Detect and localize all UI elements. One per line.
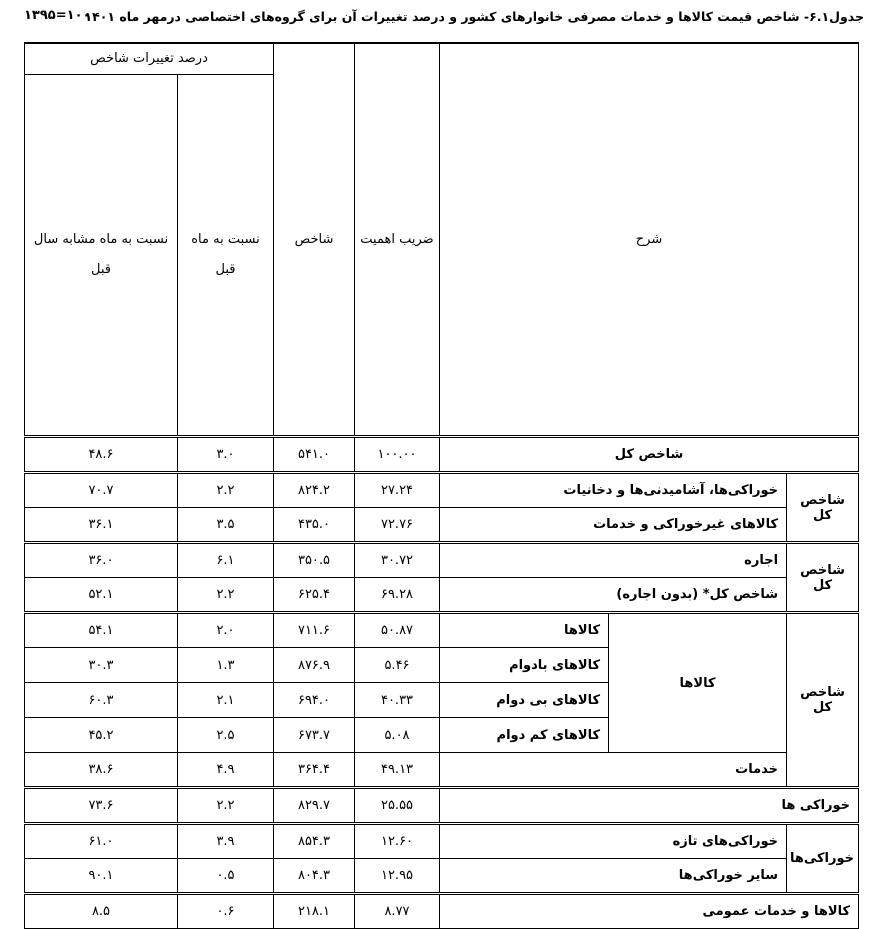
cell-yoy: ۴۵.۲ [25,718,178,753]
row-label: کالاهای غیرخوراکی و خدمات [440,508,787,543]
cell-yoy: ۶۱.۰ [25,824,178,859]
row-label: کالاهای بادوام [440,648,609,683]
col-header-index: شاخص [274,43,355,437]
cell-yoy: ۳۸.۶ [25,753,178,788]
row-label: کالاهای بی دوام [440,683,609,718]
table-row [25,859,859,894]
cell-index: ۴۳۵.۰ [274,508,355,543]
cell-index: ۸۲۴.۲ [274,473,355,508]
cell-weight: ۱۲.۶۰ [355,824,440,859]
cell-index: ۸۰۴.۳ [274,859,355,894]
cell-monthly: ۱.۳ [178,648,274,683]
cell-index: ۸۲۹.۷ [274,788,355,824]
cell-index: ۵۴۱.۰ [274,437,355,473]
col-header-weight: ضریب اهمیت [355,43,440,437]
cell-yoy: ۶۰.۳ [25,683,178,718]
group-label-overall: شاخص کل [787,613,859,788]
row-label: سایر خوراکی‌ها [440,859,787,894]
cell-monthly: ۲.۲ [178,473,274,508]
cell-weight: ۶۹.۲۸ [355,578,440,613]
table-row [25,543,859,578]
header-row-1 [25,43,859,75]
cell-index: ۶۷۳.۷ [274,718,355,753]
cell-monthly: ۶.۱ [178,543,274,578]
cell-weight: ۲۵.۵۵ [355,788,440,824]
cell-weight: ۴۰.۳۳ [355,683,440,718]
row-label: خوراکی‌ها، آشامیدنی‌ها و دخانیات [440,473,787,508]
col-header-description: شرح [440,43,859,437]
row-label: کالاهای کم دوام [440,718,609,753]
table-row [25,824,859,859]
cell-yoy: ۳۶.۱ [25,508,178,543]
row-label: خوراکی‌های تازه [440,824,787,859]
cell-index: ۶۹۴.۰ [274,683,355,718]
cell-monthly: ۳.۵ [178,508,274,543]
table-row [25,473,859,508]
cell-monthly: ۲.۰ [178,613,274,648]
cell-weight: ۵۰.۸۷ [355,613,440,648]
cell-index: ۸۵۴.۳ [274,824,355,859]
cell-monthly: ۳.۹ [178,824,274,859]
row-label: کالاها [440,613,609,648]
cell-index: ۸۷۶.۹ [274,648,355,683]
cell-yoy: ۷۰.۷ [25,473,178,508]
group-label-food: خوراکی‌ها [787,824,859,894]
cell-yoy: ۵۴.۱ [25,613,178,648]
table-row [25,788,859,824]
cell-weight: ۸.۷۷ [355,894,440,929]
col-header-yoy: نسبت به ماه مشابه سال قبل [25,75,178,437]
cell-weight: ۷۲.۷۶ [355,508,440,543]
group-label-goods: کالاها [609,613,787,753]
table-row [25,578,859,613]
cell-monthly: ۰.۵ [178,859,274,894]
table-row [25,753,859,788]
cell-monthly: ۴.۹ [178,753,274,788]
row-label: شاخص کل [440,437,859,473]
cell-weight: ۳۰.۷۲ [355,543,440,578]
cell-yoy: ۸.۵ [25,894,178,929]
cell-weight: ۴۹.۱۳ [355,753,440,788]
cell-monthly: ۲.۱ [178,683,274,718]
cell-weight: ۵.۴۶ [355,648,440,683]
cell-yoy: ۳۰.۳ [25,648,178,683]
table-row [25,894,859,929]
cell-yoy: ۴۸.۶ [25,437,178,473]
cell-weight: ۲۷.۲۴ [355,473,440,508]
cell-index: ۳۵۰.۵ [274,543,355,578]
col-header-change-group: درصد تغییرات شاخص [25,43,274,75]
cell-weight: ۱۲.۹۵ [355,859,440,894]
table-row [25,437,859,473]
cell-monthly: ۳.۰ [178,437,274,473]
cell-yoy: ۵۲.۱ [25,578,178,613]
row-label: اجاره [440,543,787,578]
cell-yoy: ۷۳.۶ [25,788,178,824]
cell-weight: ۱۰۰.۰۰ [355,437,440,473]
row-label: خدمات [440,753,787,788]
table-title: جدول۶.۱- شاخص قیمت کالاها و خدمات مصرفی خانوارهای کشور و درصد تغییرات آن برای گروه‌های اختصاصی درمهر ماه ۱۴۰۱ [84,9,864,24]
cell-monthly: ۲.۲ [178,578,274,613]
cell-monthly: ۲.۲ [178,788,274,824]
group-label-overall: شاخص کل [787,543,859,613]
cell-monthly: ۰.۶ [178,894,274,929]
row-label: کالاها و خدمات عمومی [440,894,859,929]
row-label: شاخص کل* (بدون اجاره) [440,578,787,613]
row-label: خوراکی ها [440,788,859,824]
col-header-monthly: نسبت به ماه قبل [178,75,274,437]
cell-yoy: ۹۰.۱ [25,859,178,894]
cell-yoy: ۳۶.۰ [25,543,178,578]
table-row [25,508,859,543]
base-year-note: ۱۳۹۵=۱۰۰ [24,8,91,23]
cell-index: ۶۲۵.۴ [274,578,355,613]
cell-weight: ۵.۰۸ [355,718,440,753]
cell-index: ۷۱۱.۶ [274,613,355,648]
cell-index: ۳۶۴.۴ [274,753,355,788]
cell-index: ۲۱۸.۱ [274,894,355,929]
cell-monthly: ۲.۵ [178,718,274,753]
cpi-table [24,42,859,929]
table-row [25,613,859,648]
group-label-overall: شاخص کل [787,473,859,543]
